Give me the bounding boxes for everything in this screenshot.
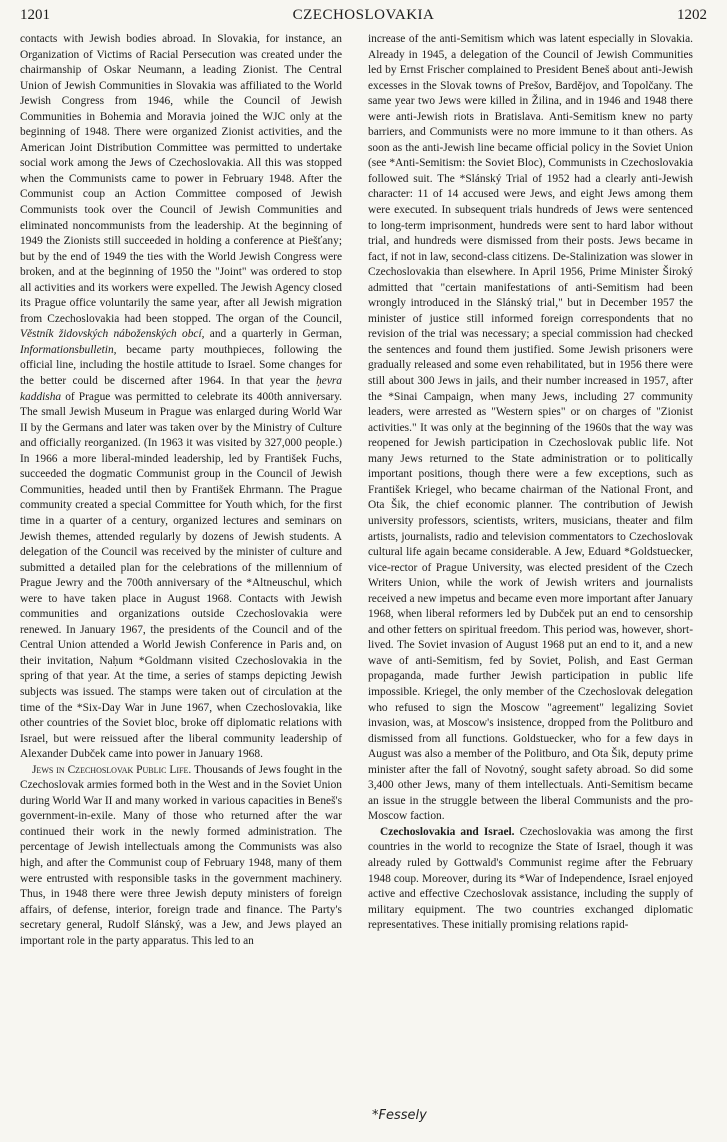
running-title: CZECHOSLOVAKIA <box>292 6 435 23</box>
left-paragraph-2 <box>20 763 342 950</box>
text-run: Czechoslovakia was among the first countries in the world to recognize the State of Israel, though it was already ruled by Gottwald's Communist regime after the February 1948 coup. Moreover, during its *War of Independence, Israel enjoyed active and effective Czechoslovak assistance, including the supply of military equipment. The two countries exchanged diplomatic representatives. These initially promising relations rapid- <box>368 825 693 932</box>
periodical-title-informationsbulletin: Informationsbulletin, <box>20 343 117 356</box>
text-run: became party mouthpieces, following the official line, including the hostile attitude to Israel. Some changes for the better could be discerned after 1964. In that year the <box>20 343 342 388</box>
right-paragraph-2 <box>368 825 693 934</box>
right-column <box>368 32 693 934</box>
section-heading-public-life: Jews in Czechoslovak Public Life. <box>32 763 192 776</box>
handwritten-annotation: *Fessely <box>372 1108 427 1123</box>
text-run: contacts with Jewish bodies abroad. In Slovakia, for instance, an Organization of Victims of Racial Persecution was created under the chairmanship of Oskar Neumann, a leading Zionist. The Central Union of Jewish Communities in Slovakia was affiliated to the World Jewish Congress from 1946, while the Council of Jewish Communities in Bohemia and Moravia joined the WJC only at the beginning of 1948. There were organized Zionist activities, and the American Joint Distribution Committee was permitted to undertake social work among the Jews of Czechoslovakia. All this was stopped when the Communists came to power in February 1948. After the Communist coup an Action Committee composed of Jewish Communists took over the Council of Jewish Communities and eliminated noncommunists from the leadership. At the beginning of 1949 the Zionists still succeeded in holding a conference at Piešťany; but by the end of 1949 the ties with the World Jewish Congress were broken, and at the beginning of 1950 the "Joint" was ordered to stop all activities and its workers were expelled. The Jewish Agency closed its Prague office voluntarily the same year, after all Jewish migration from Czechoslovakia had been stopped. The organ of the Council, <box>20 33 342 325</box>
section-heading-israel: Czechoslovakia and Israel. <box>380 825 515 838</box>
right-page-number: 1202 <box>676 6 707 23</box>
left-column <box>20 32 342 949</box>
term-hevra-kaddisha: ḥevra kaddisha <box>20 375 342 403</box>
text-run: of Prague was permitted to celebrate its 400th anniversary. The small Jewish Museum in Prague was enlarged during World War II by the Germans and later was taken over by the Ministry of Culture and officially reorganized. (In 1963 it was visited by 327,000 people.) In 1966 a more liberal-minded leadership, led by František Fuchs, succeeded the dogmatic Communist group in the Council of Jewish Communities, headed until then by František Ehrmann. The Prague community created a special Committee for Youth which, for the first time in a quarter of a century, organized lectures and seminars on Jewish themes, attended regularly by dozens of Jewish students. A delegation of the Council was received by the minister of culture and submitted a detailed plan for the celebrations of the millennium of Prague Jewry and the 700th anniversary of the *Altneuschul, which were to have taken place in August 1968. Contacts with Jewish communities and organizations outside Czechoslovakia were renewed. In January 1967, the presidents of the Council and of the Central Union attended a World Jewish Conference in Paris and, on their invitation, Naḥum *Goldmann visited Czechoslovakia in the spring of that year. At the time, a series of stamps depicting Jewish subjects was issued. The stamps were taken out of circulation at the time of the *Six-Day War in June 1967, when Czechoslovakia, like other countries of the Soviet bloc, broke off diplomatic relations with Israel, but were reissued after the liberal community leadership of Alexander Dubček came into power in January 1968. <box>20 390 342 761</box>
text-run: Thousands of Jews fought in the Czechoslovak armies formed both in the West and in the Soviet Union during World War II and many worked in various capacities in Beneš's government-in-exile. Many of those who returned after the war continued their work in the newly formed administration. The percentage of Jewish intellectuals among the Communists was also high, and after the Communist coup of February 1948, many of them were entrusted with responsible tasks in the government machinery. Thus, in 1948 there were three Jewish deputy ministers of foreign affairs, of defense, interior, foreign trade and finance. The Party's secretary general, Rudolf Slánský, was a Jew, and Jews played an important role in the party apparatus. This led to an <box>20 763 343 947</box>
left-page-number: 1201 <box>20 6 50 23</box>
periodical-title-vestnik: Věstník židovských náboženských obcí, <box>20 328 205 341</box>
left-paragraph-1 <box>20 32 342 763</box>
page-header <box>20 4 707 26</box>
text-run: and a quarterly in German, <box>204 328 342 341</box>
right-paragraph-1: increase of the anti-Semitism which was latent especially in Slovakia. Already in 1945, a delegation of the Council of Jewish Communities led by Ernst Frischer complained to President Beneš about anti-Jewish excesses in the Slovak towns of Prešov, Bardějov, and Topolčany. The same year two Jews were killed in Žilina, and in 1946 and 1948 there were anti-Jewish riots in Bratislava. Anti-Semitism knew no party barriers, and Communists were no more immune to it than others. As soon as the anti-Jewish line became official policy in the Soviet Union (see *Anti-Semitism: the Soviet Bloc), Communists in Czechoslovakia followed suit. The *Slánský Trial of 1952 had a clearly anti-Jewish character: 11 of 14 accused were Jews, and eight Jews among them were executed. In subsequent trials hundreds of Jews were sentenced to long-term imprisonment, hundreds were sent to hard labor without trial, and hundreds were dismissed from their posts. Jews became in fact, if not in law, second-class citizens. De-Stalinization was slower in Czechoslovakia than elsewhere. In April 1956, Prime Minister Široký admitted that "certain manifestations of anti-Semitism had been wrongly introduced in the Slánský trial," but in December 1957 the minister of justice still informed foreign correspondents that no revision of the trial was necessary; a special commission had checked the sentences and found them justified. Some Jewish prisoners were gradually released and some even rehabilitated, but in 1956 there were still about 300 Jews in jails, and their number increased in 1957, after the *Sinai Campaign, when many Jews, including 27 community leaders, were arrested as "Western spies" or on charges of "Zionist activities." It was only at the beginning of the 1960s that the way was reopened for Jewish participation in Czechoslovak public life. Not many Jews returned to the State administration or to politically important positions, though there were a few exceptions, such as František Kriegel, who became chairman of the National Front, and Ota Šik, the chief economic planner. The contribution of Jewish university professors, scientists, writers, musicians, theater and film artists, journalists, radio and television commentators to Czechoslovak cultural life again became considerable. A Jew, Eduard *Goldstuecker, vice-rector of Prague University, was elected president of the Czech Writers Union, while the work of Jewish writers and journalists received a new impetus and became even more important after January 1968, when liberal reformers led by Dubček put an end to censorship and other fetters on spiritual freedom. This period was, however, short-lived. The Soviet invasion of August 1968 put an end to it, and a new wave of anti-Semitism, fed by Soviet, Polish, and East German propaganda, made further Jewish participation in public life impossible. Kriegel, the only member of the Czechoslovak delegation who refused to sign the Moscow "agreement" legalizing Soviet invasion, was, at Moscow's insistence, dropped from the Politburo and dismissed from all functions. Goldstuecker, who for a few days in August was also a member of the Politburo, and Ota Šik, deputy prime minister after the fall of Novotný, sought safety abroad. So did some 3,400 other Jews, many of them intellectuals. Anti-Semitism became an issue in the struggle between the liberal Communists and the pro-Moscow faction. <box>368 33 693 823</box>
